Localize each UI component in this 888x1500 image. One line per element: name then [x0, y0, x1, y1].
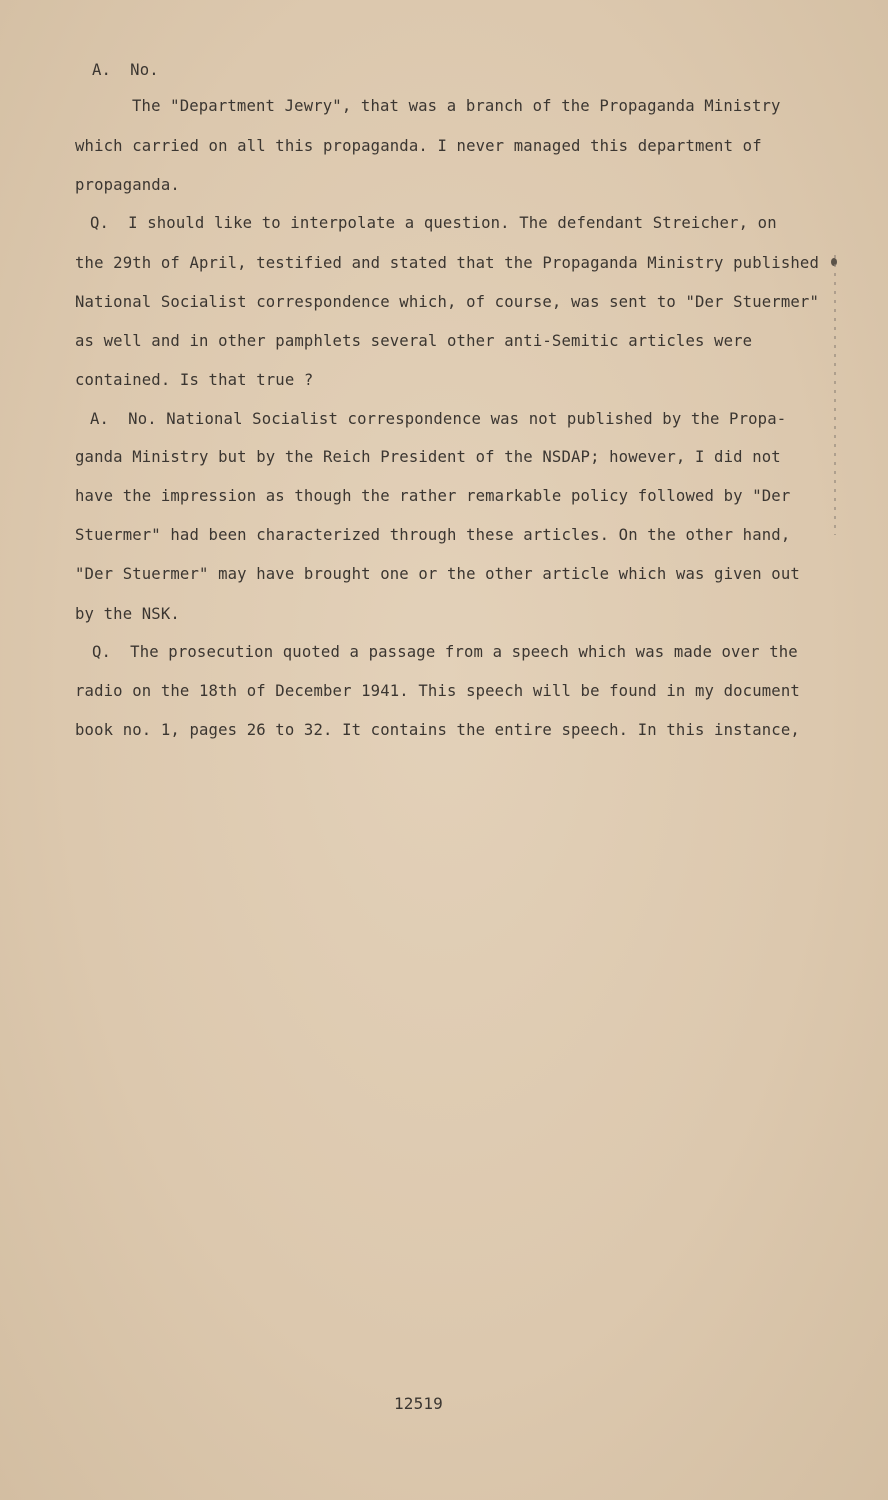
page-number: 12519	[394, 1394, 443, 1413]
text-line: which carried on all this propaganda. I never managed this department of	[75, 137, 762, 155]
text-line: A. No. National Socialist correspondence was not published by the Propa-	[90, 410, 787, 428]
text-line: Q. I should like to interpolate a question. The defendant Streicher, on	[90, 214, 777, 232]
text-line: "Der Stuermer" may have brought one or the other article which was given out	[75, 565, 800, 583]
text-line: Stuermer" had been characterized through these articles. On the other hand,	[75, 526, 791, 544]
text-line: National Socialist correspondence which, of course, was sent to "Der Stuermer"	[75, 293, 819, 311]
margin-pencil-mark	[834, 255, 836, 535]
text-line: propaganda.	[75, 176, 180, 194]
text-line: have the impression as though the rather remarkable policy followed by "Der	[75, 487, 791, 505]
text-line: contained. Is that true ?	[75, 371, 314, 389]
text-line: book no. 1, pages 26 to 32. It contains the entire speech. In this instance,	[75, 721, 800, 739]
text-line: radio on the 18th of December 1941. This speech will be found in my document	[75, 682, 800, 700]
text-line: as well and in other pamphlets several other anti-Semitic articles were	[75, 332, 753, 350]
text-line: by the NSK.	[75, 605, 180, 623]
text-line: The "Department Jewry", that was a branch of the Propaganda Ministry	[132, 97, 781, 115]
text-line: ganda Ministry but by the Reich President of the NSDAP; however, I did not	[75, 448, 781, 466]
text-line: Q. The prosecution quoted a passage from a speech which was made over the	[92, 643, 798, 661]
text-line: A. No.	[92, 61, 159, 79]
text-line: the 29th of April, testified and stated that the Propaganda Ministry published	[75, 254, 819, 272]
